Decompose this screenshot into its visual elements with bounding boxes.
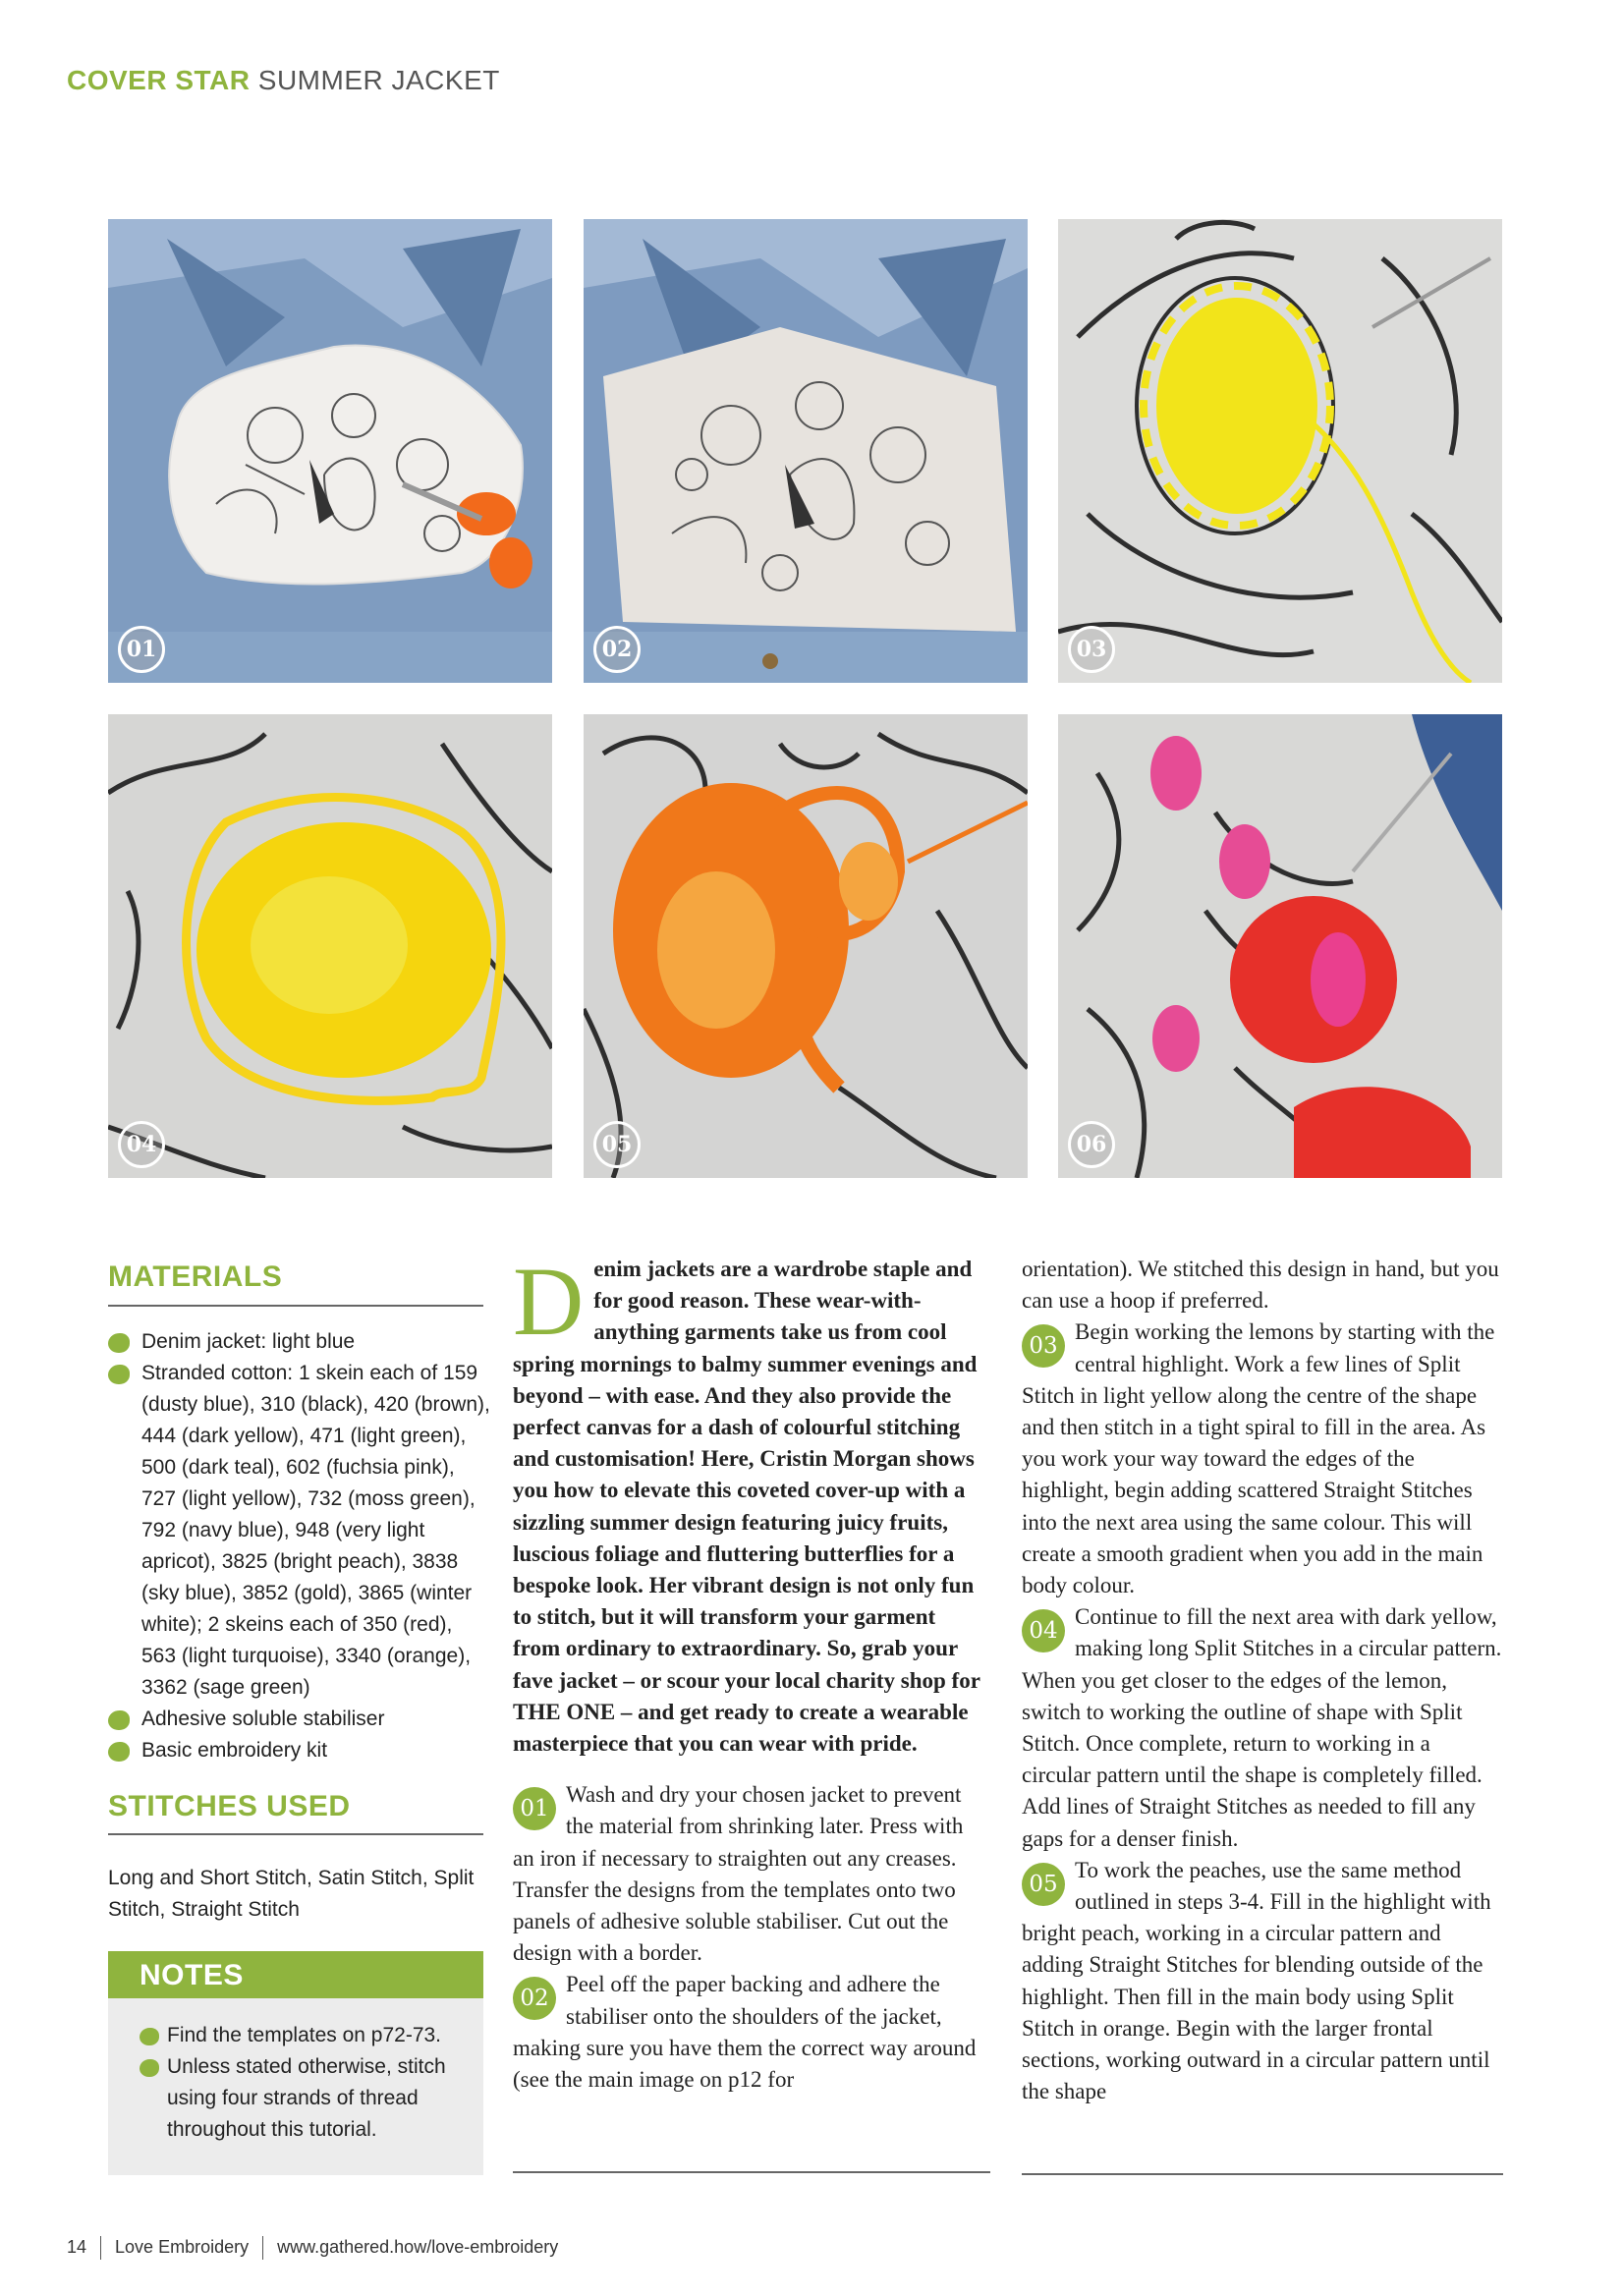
intro-paragraph: Denim jackets are a wardrobe staple and for good reason. These wear-with-anything garments take us from cool spring mornings to balmy summer evenings and beyond – with ease. And they also provide the perfect canvas for a dash of colourful stitching and customisation! Here, Cristin Morgan shows you how to elevate this coveted cover-up with a sizzling summer design featuring juicy fruits, luscious foliage and fluttering butterflies for a bespoke look. Her vibrant design is not only fun to stitch, but it will transform your garment from ordinary to extraordinary. So, grab your fave jacket – or scour your local charity shop for THE ONE – and get ready to create a wearable masterpiece that you can wear with pride.: [513, 1247, 980, 1757]
leaf-bullet-icon: [108, 1365, 130, 1384]
step-number-badge: 01: [513, 1787, 556, 1830]
drop-cap: D: [513, 1247, 585, 1356]
photo-number-badge: 06: [1068, 1121, 1115, 1168]
stitches-heading: STITCHES USED: [108, 1790, 351, 1822]
section-header: [67, 65, 500, 96]
list-item: Basic embroidery kit: [108, 1735, 491, 1766]
step-paragraph: 03 Begin working the lemons by starting with the central highlight. Work a few lines of Split Stitch in light yellow along the centre of the shape and then stitch in a tight spiral to fill in the area. As you work your way toward the edges of the highlight, begin adding scattered Straight Stitches into the next area using the same colour. This will create a smooth gradient when you add in the main body colour.: [1022, 1319, 1495, 1598]
step-photo-05: [584, 714, 1028, 1178]
footer-divider: [262, 2236, 263, 2260]
notes-box: [108, 1951, 483, 2175]
step-photo-01: [108, 219, 552, 683]
step-paragraph: 04 Continue to fill the next area with dark yellow, making long Split Stitches in a circular pattern. When you get closer to the edges of the lemon, switch to working the outline of shape with Split Stitch. Once complete, return to working in a circular pattern until the shape is completely filled. Add lines of Straight Stitches as needed to fill any gaps for a denser finish.: [1022, 1604, 1502, 1851]
divider: [1022, 2173, 1503, 2175]
tracing-paper-scissors-icon: [108, 219, 552, 683]
step-number-badge: 02: [513, 1977, 556, 2020]
peach-stitching-icon: [584, 714, 1028, 1178]
materials-list: [108, 1326, 491, 1766]
step-photo-04: [108, 714, 552, 1178]
step-paragraph: 01 Wash and dry your chosen jacket to prevent the material from shrinking later. Press with an iron if necessary to straighten out any creases. Transfer the designs from the templates onto two panels of adhesive soluble stabiliser. Cut out the design with a border.: [513, 1782, 964, 1966]
magazine-name: Love Embroidery: [115, 2236, 250, 2257]
list-item: Stranded cotton: 1 skein each of 159 (dusty blue), 310 (black), 420 (brown), 444 (dark yellow), 471 (light green), 500 (dark teal), 602 (fuchsia pink), 727 (light yellow), 732 (moss green), 792 (navy blue), 948 (very light apricot), 3825 (bright peach), 3838 (sky blue), 3852 (gold), 3865 (winter white); 2 skeins each of 350 (red), 563 (light turquoise), 3340 (orange), 3362 (sage green): [108, 1358, 491, 1704]
page-footer: [67, 2236, 558, 2260]
step-paragraph: 02 Peel off the paper backing and adhere the stabiliser onto the shoulders of the jacket, making sure you have them the correct way around (see the main image on p12 for: [513, 1972, 977, 2093]
lemon-highlight-stitching-icon: [1058, 219, 1502, 683]
step-number-badge: 03: [1022, 1324, 1065, 1368]
stabiliser-on-jacket-icon: [584, 219, 1028, 683]
stitches-list: Long and Short Stitch, Satin Stitch, Split Stitch, Straight Stitch: [108, 1867, 475, 1921]
leaf-bullet-icon: [140, 2028, 159, 2045]
photo-number-badge: 03: [1068, 626, 1115, 673]
header-title: SUMMER JACKET: [257, 65, 500, 95]
photo-number-badge: 01: [118, 626, 165, 673]
article-column-right: [1022, 1254, 1503, 2107]
step-number-badge: 05: [1022, 1863, 1065, 1906]
cherry-stitching-icon: [1058, 714, 1502, 1178]
leaf-bullet-icon: [140, 2059, 159, 2077]
leaf-bullet-icon: [108, 1742, 130, 1762]
website-link[interactable]: www.gathered.how/love-embroidery: [277, 2236, 559, 2257]
leaf-bullet-icon: [108, 1333, 130, 1353]
divider: [108, 1833, 483, 1835]
step-photo-06: [1058, 714, 1502, 1178]
note-item: Unless stated otherwise, stitch using four strands of thread throughout this tutorial.: [140, 2051, 464, 2146]
list-item: Denim jacket: light blue: [108, 1326, 491, 1358]
materials-heading: MATERIALS: [108, 1260, 283, 1293]
continuation-paragraph: orientation). We stitched this design in hand, but you can use a hoop if preferred.: [1022, 1257, 1499, 1314]
footer-divider: [100, 2236, 101, 2260]
photo-number-badge: 05: [593, 1121, 641, 1168]
notes-heading: NOTES: [108, 1951, 483, 1998]
leaf-bullet-icon: [108, 1710, 130, 1730]
header-kicker: COVER STAR: [67, 65, 251, 95]
step-photo-02: [584, 219, 1028, 683]
photo-number-badge: 04: [118, 1121, 165, 1168]
article-column-middle: [513, 1247, 984, 2096]
note-item: Find the templates on p72-73.: [140, 2020, 464, 2051]
page-number: 14: [67, 2236, 87, 2257]
step-number-badge: 04: [1022, 1609, 1065, 1652]
divider: [108, 1305, 483, 1307]
list-item: Adhesive soluble stabiliser: [108, 1704, 491, 1735]
photo-number-badge: 02: [593, 626, 641, 673]
lemon-outline-stitching-icon: [108, 714, 552, 1178]
step-photo-03: [1058, 219, 1502, 683]
step-paragraph: 05 To work the peaches, use the same method outlined in steps 3-4. Fill in the highlight with bright peach, working in a circular pattern and adding Straight Stitches for blending outside of the highlight. Then fill in the main body using Split Stitch in orange. Begin with the larger frontal sections, working outward in a circular pattern until the shape: [1022, 1857, 1491, 2104]
divider: [513, 2171, 990, 2173]
